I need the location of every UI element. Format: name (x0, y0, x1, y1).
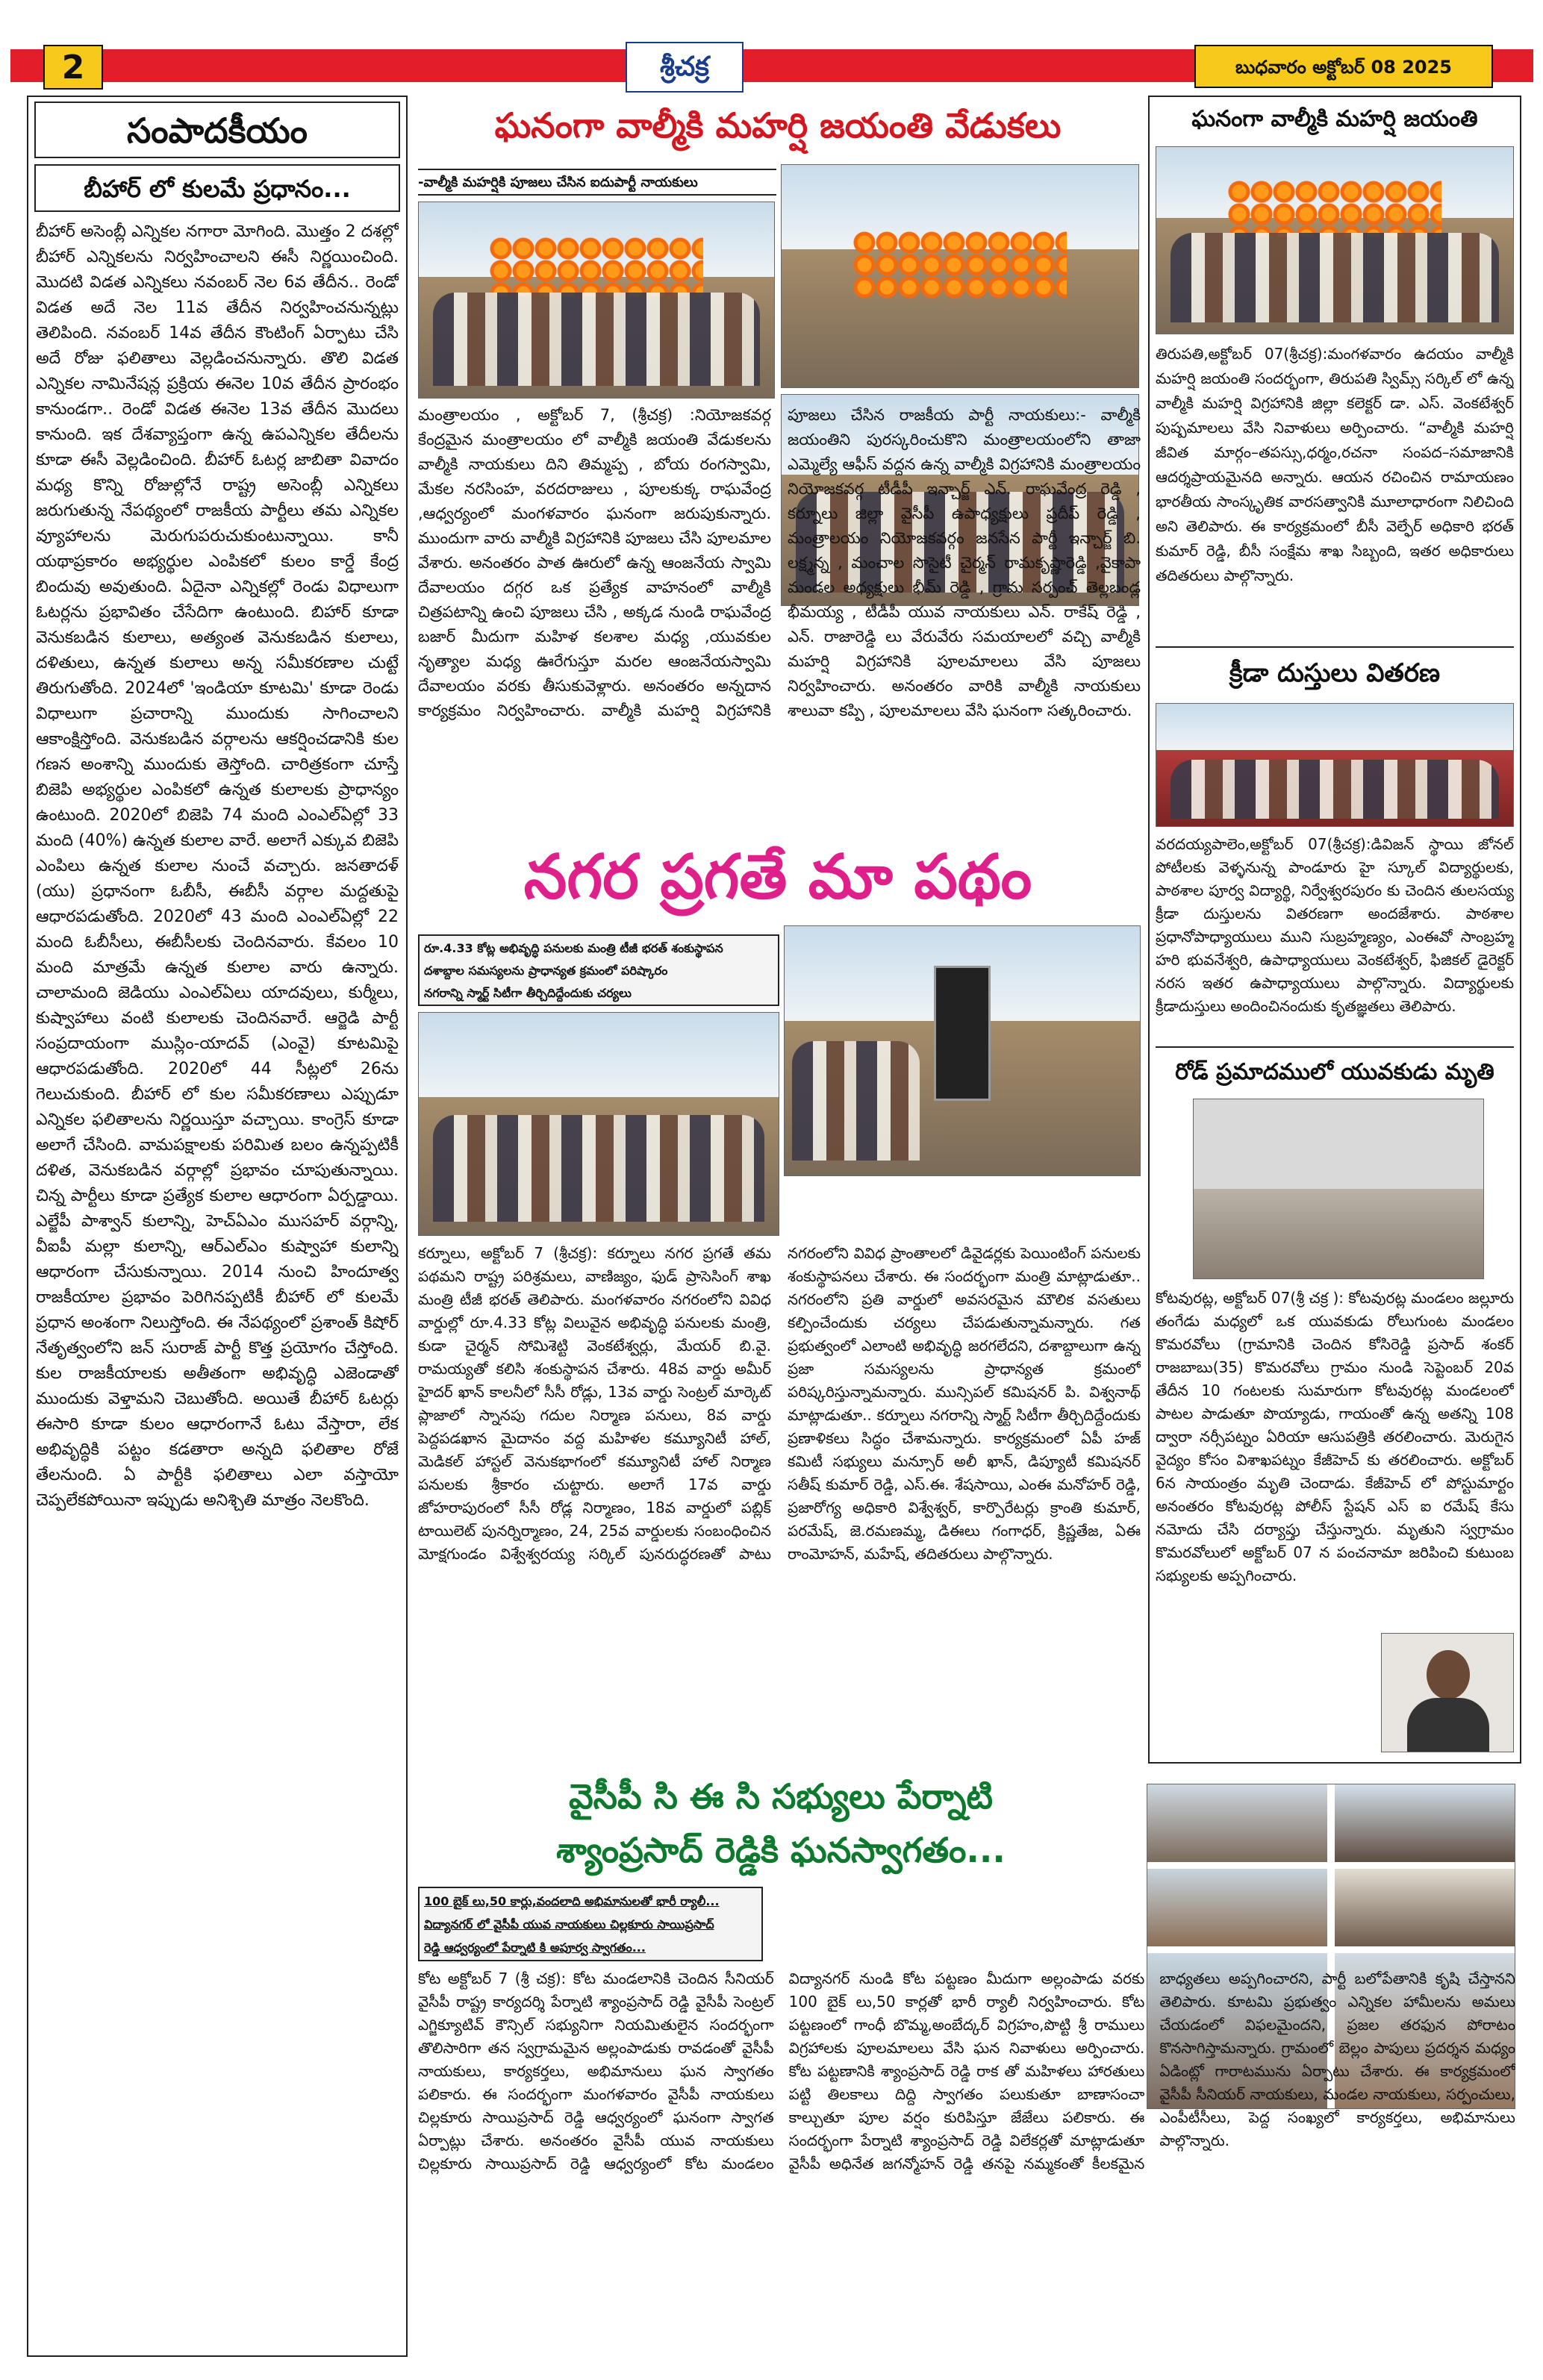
logo (626, 42, 744, 93)
date-line: బుధవారం అక్టోబర్ 08 2025 (1235, 57, 1453, 78)
editorial-section-title: సంపాదకీయం (34, 101, 400, 158)
editorial-column (27, 96, 408, 2357)
valmiki-mantralayam-headline: ఘనంగా వాల్మీకి మహర్షి జయంతి వేడుకలు (494, 105, 1062, 146)
logo-text: శ్రీచక్ర (660, 51, 709, 82)
ycp-headline-line-2: శ్యాంప్రసాద్ రెడ్డికి ఘనస్వాగతం... (556, 1830, 1006, 1870)
editorial-headline: బీహార్ లో కులమే ప్రధానం... (34, 164, 400, 212)
ycp-collage-cell-1 (1147, 1784, 1327, 1862)
valmiki-group-photo (418, 202, 775, 399)
valmiki-photo-caption: -వాల్మీకి మహర్షికి పూజలు చేసిన ఐదుపార్టీ నాయకులు (418, 169, 776, 196)
date-box (1194, 45, 1493, 88)
valmiki-tirupati-photo (1156, 146, 1514, 334)
ycp-collage-cell-4 (1335, 1869, 1515, 1946)
accident-headline: రోడ్ ప్రమాదములో యువకుడు మృతి (1156, 1046, 1514, 1097)
ycp-collage-cell-3 (1147, 1869, 1327, 1946)
victim-body (1407, 1698, 1489, 1752)
ycp-headline-line-1: వైసీపీ సి ఈ సి సభ్యులు పేర్నాటి (568, 1776, 994, 1817)
accident-victim-photo (1381, 1633, 1514, 1752)
valmiki-statue-photo (781, 164, 1139, 388)
valmiki-tirupati-headline: ఘనంగా వాల్మీకి మహర్షి జయంతి (1191, 106, 1478, 132)
masthead (0, 0, 1543, 87)
ycp-sub-line-3: రెడ్డి ఆధ్వర్యంలో పేర్నాటి కి అపూర్వ స్వాగతం... (424, 1940, 646, 1955)
nagara-sub-box (418, 934, 779, 1006)
valmiki-mantralayam-body: మంత్రాలయం , అక్టోబర్ 7, (శ్రీచక్ర) :నియోజకవర్గ కేంద్రమైన మంత్రాలయం లో వాల్మీకి జయంతి వేడుకలను వాల్మీకి నాయకులు దిని తిమ్మప్ప , బోయ రంగస్వామి, మేకల నరసింహ, వరదరాజులు , పూలకుక్క రాఘవేంద్ర ,ఆధ్వర్యంలో మంగళవారం ఘనంగా జరుపుకున్నారు. ముందుగా వారు వాల్మీకి విగ్రహానికి పూజలు చేసి పూలమాల వేశారు. అనంతరం పాత ఊరులో ఉన్న ఆంజనేయ స్వామి దేవాలయం దగ్గర ఒక ప్రత్యేక వాహనంలో వాల్మీకి చిత్రపటాన్ని ఉంచి పూజలు చేసి , అక్కడ నుండి రాఘవేంద్ర బజార్ మీదుగా మహిళ కలశాల మధ్య ,యువకుల నృత్యాల మధ్య ఊరేగుస్తూ మరల ఆంజనేయస్వామి దేవాలయం వరకు తీసుకువెళ్లారు. అనంతరం అన్నదాన కార్యక్రమం నిర్వహించారు. వాల్మీకి మహర్షి విగ్రహానికి పూజలు చేసిన రాజకీయ పార్టీ నాయకులు:- వాల్మీకి జయంతిని పురస్కరించుకొని మంత్రాలయంలోని తాజా ఎమ్మెల్యే ఆఫీస్ వద్దన ఉన్న వాల్మీకి విగ్రహానికి మంత్రాలయం నియోజకవర్గ టీడీపీ ఇన్చార్జ్ ఎన్. రాఘవేంద్ర రెడ్డి , కర్నూలు జిల్లా వైసీపీ ఉపాధ్యక్షులు ప్రదీప్ రెడ్డి , మంత్రాలయం నియోజకవర్గం జనసేన పార్టీ ఇన్చార్జ్ బి. లక్ష్మన్న , మంచాల సొసైటీ చైర్మన్ రామకృష్ణారెడ్డి ,వైకాపా మండల అధ్యక్షులు భీమ్ రెడ్డి , గ్రామ సర్పంచ్ తెల్లబండ్ల భీమయ్య , టీడీపీ యువ నాయకులు ఎన్. రాకేష్ రెడ్డి , ఎన్. రాజారెడ్డి లు వేరువేరు సమయాలలో వచ్చి వాల్మీకి మహర్షి విగ్రహానికి పూలమాలలు వేసి పూజలు నిర్వహించారు. అనంతరం వారికి వాల్మీకి నాయకులు శాలువా కప్పి , పూలమాలలు వేసి ఘనంగా సత్కరించారు. (418, 406, 1141, 719)
accident-body: కోటవురట్ల, అక్టోబర్ 07(శ్రీ చక్ర ): కోటవురట్ల మండలం జల్లూరు తంగేడు మధ్యలో ఒక యువకుడు రోలుగుంట మండలం కొమరవోలు (గ్రామానికి చెందిన కోసిరెడ్డి ప్రసాద్ శంకర్ రాజబాబు(35) కొమరవోలు గ్రామం నుండి సెప్టెంబర్ 20వ తేదీన 10 గంటలకు సుమారుగా కోటవురట్ల మండలంలో పాటల పాడుతూ పొయ్యాడు, గాయంతో ఉన్న అతన్ని 108 ద్వారా నర్సీపట్నం ఏరియా ఆసుపత్రికి తరలించారు. మెరుగైన వైద్యం కోసం విశాఖపట్నం కేజీహెచ్ కు తరలించారు. అక్టోబర్ 6న సాయంత్రం మృతి చెందాడు. కేజీహెచ్ లో పోస్టుమార్టం అనంతరం కోటవురట్ల పోలీస్ స్టేషన్ ఎస్ ఐ రమేష్ కేసు నమోదు చేసి దర్యాప్తు చేస్తున్నారు. మృతుని స్వగ్రామం కొమరవోలులో అక్టోబర్ 07 న పంచనామా జరిపించి కుటుంబ సభ్యులకు అప్పగించారు. (1156, 1289, 1514, 1584)
nagara-plaque-photo (784, 925, 1141, 1176)
nagara-plants-photo (418, 1012, 779, 1236)
ycp-collage-cell-2 (1335, 1784, 1515, 1862)
ycp-body: కోట అక్టోబర్ 7 (శ్రీ చక్ర): కోట మండలానికి చెందిన సీనియర్ వైసీపీ రాష్ట్ర కార్యదర్శి పేర్నాటి శ్యాంప్రసాద్ రెడ్డి వైసీపీ సెంట్రల్ ఎగ్జిక్యూటివ్ కౌన్సిల్ సభ్యునిగా నియమితులైన సందర్భంగా తొలిసారిగా తన స్వగ్రామమైన అల్లంపాడుకు రావడంతో వైసీపీ నాయకులు, కార్యకర్తలు, అభిమానులు ఘన స్వాగతం పలికారు. ఈ సందర్భంగా మంగళవారం వైసీపీ నాయకులు చిల్లకూరు సాయిప్రసాద్ రెడ్డి ఆధ్వర్యంలో ఘనంగా స్వాగత ఏర్పాట్లు చేశారు. అనంతరం వైసీపీ యువ నాయకులు చిల్లకూరు సాయిప్రసాద్ రెడ్డి ఆధ్వర్యంలో కోట మండలం విద్యానగర్ నుండి కోట పట్టణం మీదుగా అల్లంపాడు వరకు 100 బైక్ లు,50 కార్లతో భారీ ర్యాలీ నిర్వహించారు. కోట పట్టణంలో గాంధీ బొమ్మ,అంబేద్కర్ విగ్రహం,పొట్టి శ్రీ రాములు విగ్రహాలకు పూలమాలలు వేసి ఘన నివాళులు అర్పించారు. కోట పట్టణానికి శ్యాంప్రసాద్ రెడ్డి రాక తో మహిళలు హారతులు పట్టి తిలకాలు దిద్ది స్వాగతం పలుకుతూ బాణాసంచా కాల్చుతూ పూల వర్షం కురిపిస్తూ జేజేలు పలికారు. ఈ సందర్భంగా పేర్నాటి శ్యాంప్రసాద్ రెడ్డి విలేకర్లతో మాట్లాడుతూ వైసీపీ అధినేత జగన్మోహన్ రెడ్డి తనపై నమ్మకంతో కీలకమైన బాధ్యతలు అప్పగించారని, పార్టీ బలోపేతానికి కృషి చేస్తానని తెలిపారు. కూటమి ప్రభుత్వం ఎన్నికల హామీలను అమలు చేయడంలో విఫలమైందని, ప్రజల తరఫున పోరాటం కొనసాగిస్తామన్నారు. గ్రామంలో బెల్లం పాపులు ప్రదర్శన మధ్యం ఏడింట్లో గారాటమును ఏర్పాటు చేశారు. ఈ కార్యక్రమంలో వైసీపీ సీనియర్ నాయకులు, మండల నాయకులు, సర్పంచులు, ఎంపీటీసీలు, పెద్ద సంఖ్యలో కార్యకర్తలు, అభిమానులు పాల్గొన్నారు. (418, 1970, 1515, 2173)
victim-head (1427, 1650, 1470, 1699)
sports-photo (1156, 703, 1514, 827)
page-number-box (43, 45, 103, 90)
accident-photo (1193, 1099, 1484, 1279)
foundation-plaque (934, 966, 991, 1100)
nagara-sub-line-3: నగరాన్ని స్మార్ట్ సిటీగా తీర్చిదిద్దేందుకు చర్యలు (424, 986, 632, 1000)
nagara-pragathi-banner: నగర ప్రగతే మా పథం (523, 842, 1032, 913)
sports-headline: క్రీడా దుస్తులు వితరణ (1156, 646, 1514, 699)
ycp-sub-box (418, 1887, 763, 1961)
valmiki-tirupati-body: తిరుపతి,అక్టోబర్ 07(శ్రీచక్ర):మంగళవారం ఉదయం వాల్మీకి మహర్షి జయంతి సందర్భంగా, తిరుపతి స్విమ్స్ సర్కిల్ లో ఉన్న వాల్మీకి మహర్షి విగ్రహానికి జిల్లా కలెక్టర్ డా. ఎస్. వెంకటేశ్వర్ పుష్పమాలలు వేసి నివాళులు అర్పించారు. “వాల్మీకి మహర్షి జీవిత మార్గం–తపస్సు,ధర్మం,రచనా సంపద–సమాజానికి ఆదర్శప్రాయమైనది అన్నారు. ఆయన రచించిన రామాయణం భారతీయ సాంస్కృతిక వారసత్వానికి మూలాధారంగా నిలిచింది అని తెలిపారు. ఈ కార్యక్రమంలో బీసీ వెల్ఫేర్ అధికారి భరత్ కుమార్ రెడ్డి, బీసీ సంక్షేమ శాఖ సిబ్బంది, ఇతర అధికారులు తదితరులు పాల్గొన్నారు. (1156, 345, 1514, 584)
page-number: 2 (61, 49, 85, 87)
nagara-pragathi-body: కర్నూలు, అక్టోబర్ 7 (శ్రీచక్ర): కర్నూలు నగర ప్రగతే తమ పథమని రాష్ట్ర పరిశ్రమలు, వాణిజ్యం, ఫుడ్ ప్రాసెసింగ్ శాఖ మంత్రి టీజీ భరత్ తెలిపారు. మంగళవారం నగరంలోని వివిధ వార్డుల్లో రూ.4.33 కోట్ల విలువైన అభివృద్ధి పనులకు మంత్రి, కుడా చైర్మన్ సోమిశెట్టి వెంకటేశ్వర్లు, మేయర్ బి.వై. రామయ్యతో కలిసి శంకుస్థాపన చేశారు. 48వ వార్డు అమీర్ హైదర్ ఖాన్ కాలనీలో సీసీ రోడ్లు, 13వ వార్డు సెంట్రల్ మార్కెట్ ప్లాజాలో స్నానపు గదుల నిర్మాణ పనులు, 8వ వార్డు పెద్దపడఖాన మైదానం వద్ద మహిళల కమ్యూనిటీ హాల్, మెడికల్ హాస్టల్ వెనుకభాగంలో కమ్యూనిటీ హాల్ నిర్మాణ పనులకు శ్రీకారం చుట్టారు. అలాగే 17వ వార్డు జోహరాపురంలో సీసీ రోడ్ల నిర్మాణం, 18వ వార్డులో పబ్లిక్ టాయిలెట్ పునర్నిర్మాణం, 24, 25వ వార్డులకు సంబంధించిన మోక్షగుండం విశ్వేశ్వరయ్య సర్కిల్ పునరుద్ధరణతో పాటు నగరంలోని వివిధ ప్రాంతాలలో డివైడర్లకు పెయింటింగ్ పనులకు శంకుస్థాపనలు చేశారు. ఈ సందర్భంగా మంత్రి మాట్లాడుతూ.. నగరంలోని ప్రతి వార్డులో అవసరమైన మౌలిక వసతులు కల్పించేందుకు చర్యలు చేపడుతున్నామన్నారు. గత ప్రభుత్వంలో ఎలాంటి అభివృద్ధి జరగలేదని, దశాబ్దాలుగా ఉన్న ప్రజా సమస్యలను ప్రాధాన్యత క్రమంలో పరిష్కరిస్తున్నామన్నారు. మున్సిపల్ కమిషనర్ పి. విశ్వనాథ్ మాట్లాడుతూ.. కర్నూలు నగరాన్ని స్మార్ట్ సిటీగా తీర్చిదిద్దేందుకు ప్రణాళికలు సిద్ధం చేశామన్నారు. కార్యక్రమంలో ఏపీ హజ్ కమిటీ సభ్యులు మన్సూర్ అలీ ఖాన్, డిప్యూటీ కమిషనర్ సతీష్ కుమార్ రెడ్డి, ఎస్.ఈ. శేషసాయి, ఎంఈ మనోహర్ రెడ్డి, ప్రజారోగ్య అధికారి విశ్వేశ్వర్, కార్పొరేటర్లు క్రాంతి కుమార్, పరమేష్, జె.రమణమ్మ, డిఈలు గంగాధర్, క్రిష్ణతేజ, ఏఈ రాంమోహన్, మహేష్, తదితరులు పాల్గొన్నారు. (418, 1244, 1141, 1563)
ycp-sub-line-1: 100 బైక్ లు,50 కార్లు,వందలాది అభిమానులతో భారీ ర్యాలీ... (424, 1894, 720, 1908)
sports-body: వరదయ్యపాలెం,అక్టోబర్ 07(శ్రీచక్ర):డివిజన్ స్థాయి జోనల్ పోటీలకు వెళ్ళనున్న పాండూరు హై స్కూల్ విద్యార్థులకు, పాఠశాల పూర్వ విద్యార్థి, నిర్వేశ్వరపురం కు చెందిన తులసయ్య క్రీడా దుస్తులను వితరణగా అందజేశారు. పాఠశాల ప్రధానోపాధ్యాయులు ముని సుబ్రహ్మణ్యం, ఎంఈవో సాంబ్రహ్మ హరి భువనేశ్వరి, ఉపాధ్యాయులు వెంకటేశ్వర్, ఫిజికల్ డైరెక్టర్ నరస ఇతర ఉపాధ్యాయులు పాల్గొన్నారు. విద్యార్థులకు క్రీడాదుస్తులు అందించినందుకు కృతజ్ఞతలు తెలిపారు. (1156, 835, 1514, 1015)
ycp-sub-line-2: విద్యానగర్ లో వైసీపీ యువ నాయకులు చిల్లకూరు సాయిప్రసాద్ (424, 1917, 714, 1931)
nagara-sub-line-1: రూ.4.33 కోట్ల అభివృద్ధి పనులకు మంత్రి టీజీ భరత్ శంకుస్థాపన (424, 941, 723, 955)
nagara-sub-line-2: దశాబ్దాల సమస్యలను ప్రాధాన్యత క్రమంలో పరిష్కారం (424, 963, 668, 978)
editorial-body: బీహార్ అసెంబ్లీ ఎన్నికల నగారా మోగింది. మొత్తం 2 దశల్లో బీహార్ ఎన్నికలను నిర్వహించాలని ఈసీ నిర్ణయించింది. మొదటి విడత ఎన్నికలు నవంబర్ నెల 6వ తేదీన.. రెండో విడత అదే నెల 11వ తేదీన నిర్వహించనున్నట్లు తెలిపింది. నవంబర్ 14వ తేదీన కౌంటింగ్ ఏర్పాటు చేసి అదే రోజు ఫలితాలు వెల్లడించనున్నారు. తొలి విడత ఎన్నికల నామినేషన్ల ప్రక్రియ ఈనెల 10వ తేదీన ప్రారంభం కానుండగా.. రెండో విడత ఈనెల 13వ తేదీన మొదలు కానుంది. ఇక దేశవ్యాప్తంగా ఉన్న ఉపఎన్నికల తేదీలను కూడా ఈసీ వెల్లడించింది. బీహార్ ఓటర్ల జాబితా వివాదం మధ్య కొన్ని రోజుల్లోనే రాష్ట్ర అసెంబ్లీ ఎన్నికలు జరుగుతున్న నేపథ్యంలో రాజకీయ పార్టీలు తమ ఎన్నికల వ్యూహాలను మెరుగుపరుచుకుంటున్నాయి. కానీ యథాప్రకారం అభ్యర్థుల ఎంపికలో కులం కార్డే కేంద్ర బిందువు అవుతుంది. ఏదైనా ఎన్నికల్లో రెండు విధాలుగా ఓటర్లను ప్రభావితం చేసేదిగా ఉంటుంది. బిహార్ కూడా వెనుకబడిన కులాలు, అత్యంత వెనుకబడిన కులాలు, దళితులు, ఉన్నత కులాలు అన్న సమీకరణాల చుట్టే తిరుగుతోంది. 2024లో 'ఇండియా కూటమి' కూడా రెండు విధాలుగా ప్రచారాన్ని ముందుకు సాగించాలని ఆకాంక్షిస్తోంది. వెనుకబడిన వర్గాలను ఆకర్షించడానికి కుల గణన అంశాన్ని ముందుకు తెస్తోంది. చారిత్రకంగా చూస్తే బిజెపి అభ్యర్థుల ఎంపికలో ఉన్నత కులాలకు ప్రాధాన్యం ఉంటుంది. 2020లో బిజెపి 74 మంది ఎంఎల్ఏల్లో 33 మంది (40%) ఉన్నత కులాల వారే. అలాగే ఎక్కువ బిజెపి ఎంపిలు ఉన్నత కులాల నుంచే వచ్చారు. జనతాదళ్ (యు) ప్రధానంగా ఓబీసీ, ఈబీసీ వర్గాల మద్దతుపై ఆధారపడుతోంది. 2020లో 43 మంది ఎంఎల్ఏల్లో 22 మంది ఓబీసీలు, ఈబీసీలకు చెందినవారు. కేవలం 10 మంది మాత్రమే ఉన్నత కులాల వారు ఉన్నారు. చాలామంది జెడియు ఎంఎల్ఏలు యాదవులు, కుర్మీలు, కుష్వాహాలు వంటి కులాలకు చెందినవారే. ఆర్జెడి పార్టీ సంప్రదాయంగా ముస్లిం-యాదవ్ (ఎంవై) కూటమిపై ఆధారపడుతోంది. 2020లో 44 సీట్లలో 26ను గెలుచుకుంది. బీహార్ లో కుల సమీకరణాలు ఎప్పుడూ ఎన్నికల ఫలితాలను నిర్ణయిస్తూ వచ్చాయి. కాంగ్రెస్ కూడా అలాగే చేసింది. వామపక్షాలకు పరిమిత బలం ఉన్నప్పటికీ దళిత, వెనుకబడిన వర్గాల్లో ప్రభావం చూపుతున్నాయి. చిన్న పార్టీలు కూడా ప్రత్యేక కులాల ఆధారంగా ఏర్పడ్డాయి. ఎల్జేపీ పాశ్వాన్ కులాన్ని, హెచ్ఏఎం ముసహర్ వర్గాన్ని, వీఐపీ మల్లా కులాన్ని, ఆర్ఎల్ఎం కుష్వాహా కులాన్ని ఆధారంగా చేసుకున్నాయి. 2014 నుంచి హిందూత్వ రాజకీయాల ప్రభావం పెరిగినప్పటికీ బీహార్ లో కులమే ప్రధాన అంశంగా నిలుస్తోంది. ఈ నేపథ్యంలో ప్రశాంత్ కిషోర్ నేతృత్వంలోని జన్ సురాజ్ పార్టీ కొత్త ప్రయోగం చేస్తోంది. కుల రాజకీయాలకు అతీతంగా అభివృద్ధి ఎజెండాతో ముందుకు వెళ్తామని చెబుతోంది. అయితే బీహార్ ఓటర్లు ఈసారి కూడా కులం ఆధారంగానే ఓటు వేస్తారా, లేక అభివృద్ధికి పట్టం కడతారా అన్నది ఫలితాల రోజే తేలనుంది. ఏ పార్టీకి ఫలితాలు ఎలా వస్తాయో చెప్పలేకపోయినా ఇప్పుడు అనిశ్చితి మాత్రం నెలకొంది. (36, 222, 399, 1510)
